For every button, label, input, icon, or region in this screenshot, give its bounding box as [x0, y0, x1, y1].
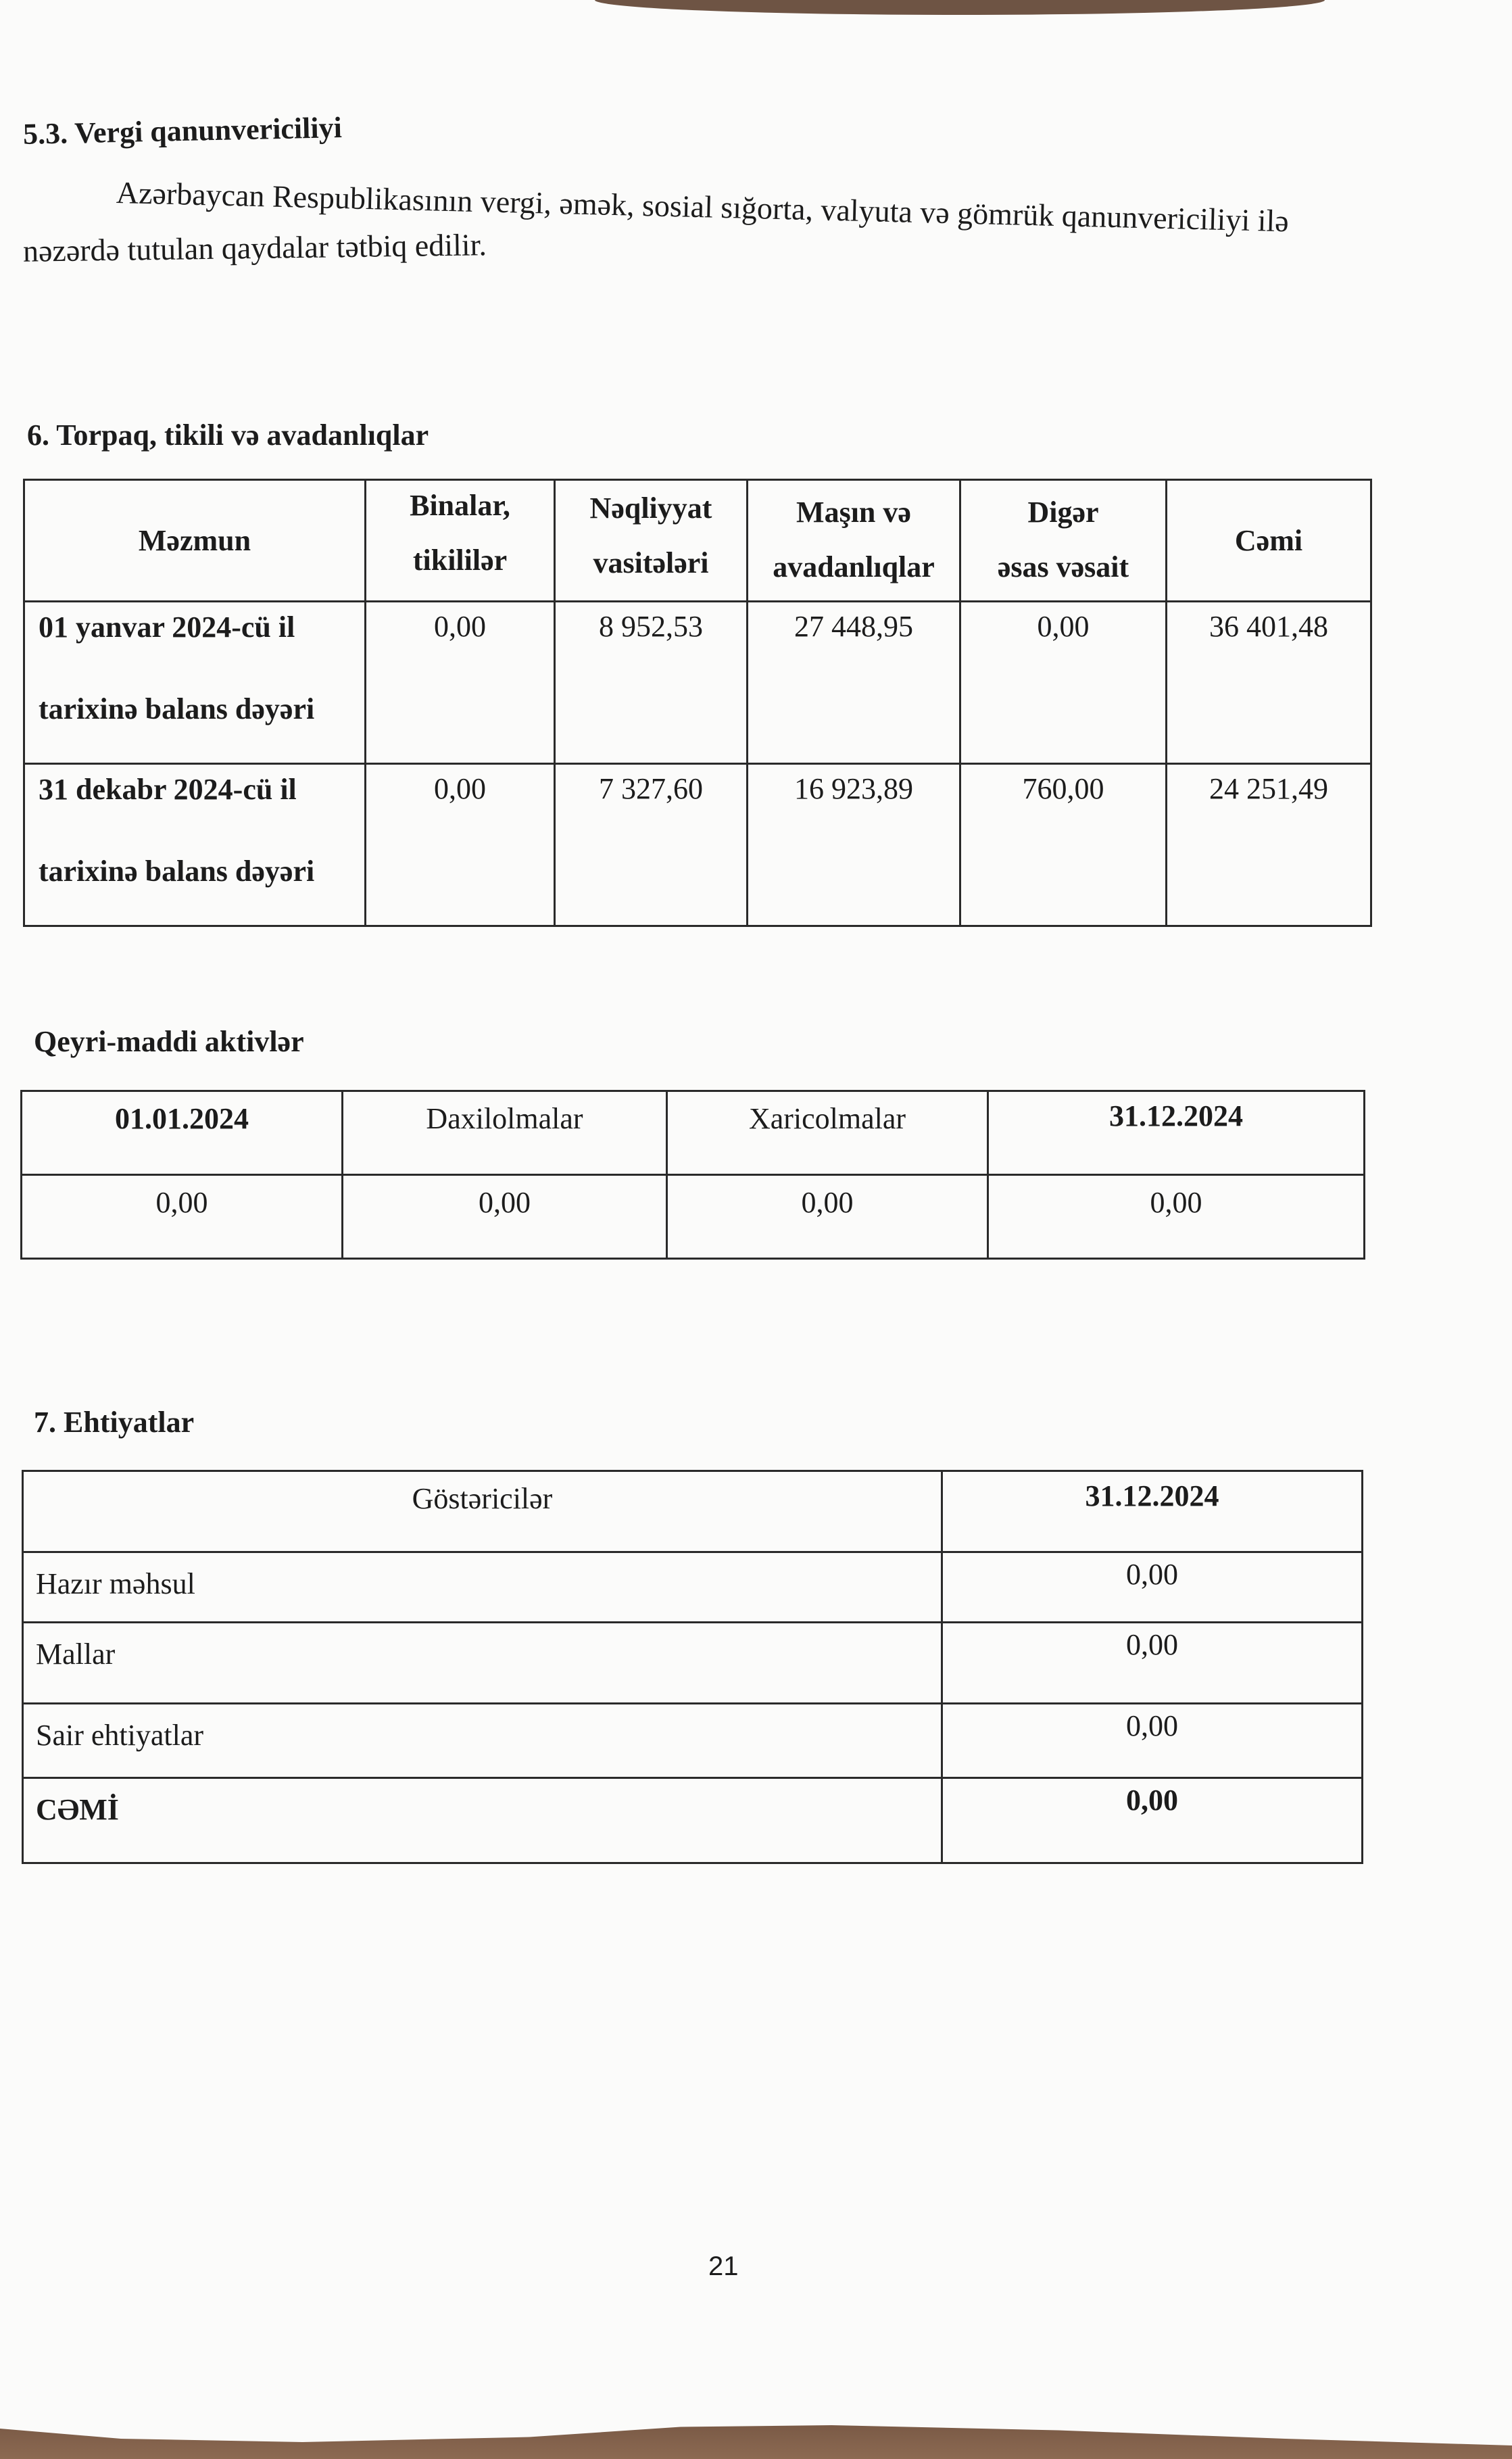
cell-value: 0,00 [366, 602, 555, 764]
cell-value: 7 327,60 [555, 764, 748, 926]
table-row [24, 602, 1371, 764]
cell-value: 0,00 [960, 602, 1167, 764]
ppe-header-row [24, 480, 1371, 602]
section-5-3-heading: 5.3. Vergi qanunvericiliyi [22, 111, 343, 151]
ppe-col-header: Məzmun [24, 480, 366, 602]
intangibles-col-header: Daxilolmalar [343, 1091, 667, 1175]
table-row [22, 1175, 1365, 1259]
table-row [24, 764, 1371, 926]
cell-value: 0,00 [667, 1175, 988, 1259]
page-number: 21 [708, 2251, 739, 2281]
intangibles-table [20, 1090, 1365, 1260]
scan-edge-top [595, 0, 1325, 15]
ppe-col-header: Maşın və avadanlıqlar [748, 480, 960, 602]
ppe-col-header: Cəmi [1167, 480, 1371, 602]
table-row [23, 1623, 1363, 1704]
table-row [23, 1704, 1363, 1778]
section-7-heading: 7. Ehtiyatlar [34, 1406, 195, 1439]
cell-value: 36 401,48 [1167, 602, 1371, 764]
row-label: 31 dekabr 2024-cü il tarixinə balans dəyəri [24, 764, 366, 926]
cell-value: 0,00 [988, 1175, 1365, 1259]
total-label: CƏMİ [23, 1778, 942, 1863]
section-5-3-paragraph-line1: Azərbaycan Respublikasının vergi, əmək, sosial sığorta, valyuta və gömrük qanunvericiliyi ilə [116, 175, 1290, 239]
inventory-col-header: 31.12.2024 [942, 1471, 1363, 1552]
table-row [23, 1552, 1363, 1623]
cell-value: 0,00 [942, 1552, 1363, 1623]
cell-value: 8 952,53 [555, 602, 748, 764]
row-label: Mallar [23, 1623, 942, 1704]
inventory-table [22, 1470, 1363, 1864]
section-6-heading: 6. Torpaq, tikili və avadanlıqlar [27, 419, 429, 452]
section-5-3-paragraph-line2: nəzərdə tutulan qaydalar tətbiq edilir. [22, 227, 487, 268]
row-label: 01 yanvar 2024-cü il tarixinə balans dəyəri [24, 602, 366, 764]
inventory-col-header: Göstəricilər [23, 1471, 942, 1552]
ppe-table [23, 479, 1372, 927]
total-row [23, 1778, 1363, 1863]
intangibles-header-row [22, 1091, 1365, 1175]
ppe-col-header: Binalar, tikililər [366, 480, 555, 602]
row-label: Hazır məhsul [23, 1552, 942, 1623]
intangibles-col-header: Xaricolmalar [667, 1091, 988, 1175]
row-label: Sair ehtiyatlar [23, 1704, 942, 1778]
cell-value: 0,00 [366, 764, 555, 926]
intangibles-col-header: 01.01.2024 [22, 1091, 343, 1175]
intangibles-col-header: 31.12.2024 [988, 1091, 1365, 1175]
scan-edge-bottom [0, 2425, 1512, 2459]
total-value: 0,00 [942, 1778, 1363, 1863]
inventory-header-row [23, 1471, 1363, 1552]
cell-value: 0,00 [942, 1704, 1363, 1778]
ppe-col-header: Digər əsas vəsait [960, 480, 1167, 602]
cell-value: 27 448,95 [748, 602, 960, 764]
cell-value: 24 251,49 [1167, 764, 1371, 926]
cell-value: 0,00 [343, 1175, 667, 1259]
ppe-col-header: Nəqliyyat vasitələri [555, 480, 748, 602]
cell-value: 16 923,89 [748, 764, 960, 926]
cell-value: 760,00 [960, 764, 1167, 926]
cell-value: 0,00 [22, 1175, 343, 1259]
intangibles-heading: Qeyri-maddi aktivlər [34, 1025, 304, 1058]
cell-value: 0,00 [942, 1623, 1363, 1704]
